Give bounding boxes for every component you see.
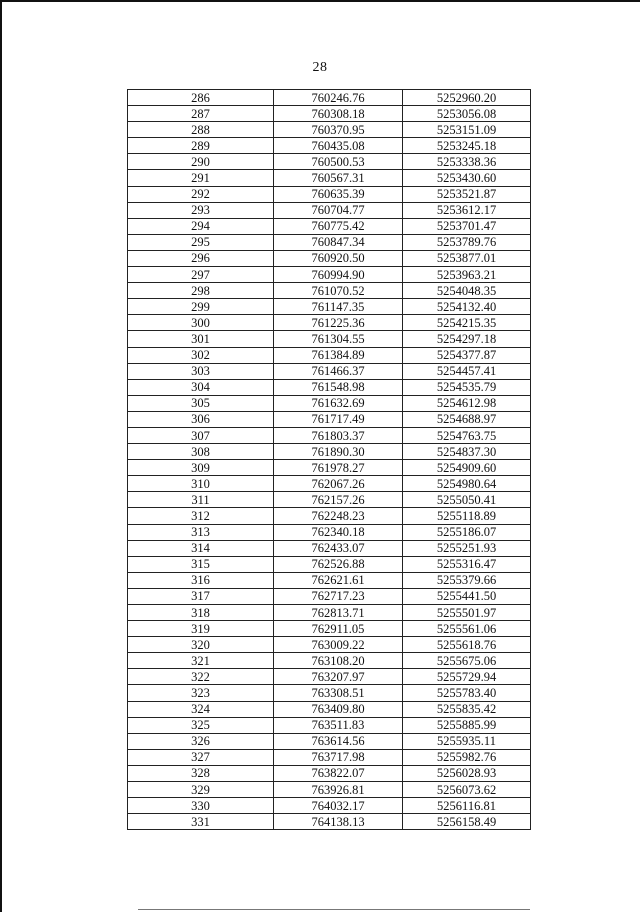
point-number-cell: 311 (128, 492, 274, 508)
x-coordinate-cell: 760775.42 (274, 218, 403, 234)
x-coordinate-cell: 760704.77 (274, 202, 403, 218)
table-row (128, 814, 531, 830)
x-coordinate-cell: 763614.56 (274, 733, 403, 749)
y-coordinate-cell: 5253151.09 (403, 122, 531, 138)
y-coordinate-cell: 5254688.97 (403, 411, 531, 427)
y-coordinate-cell: 5253701.47 (403, 218, 531, 234)
y-coordinate-cell: 5252960.20 (403, 90, 531, 106)
x-coordinate-cell: 760994.90 (274, 267, 403, 283)
point-number-cell: 295 (128, 234, 274, 250)
table-row (128, 427, 531, 443)
point-number-cell: 305 (128, 395, 274, 411)
table-row (128, 90, 531, 106)
y-coordinate-cell: 5253245.18 (403, 138, 531, 154)
x-coordinate-cell: 762340.18 (274, 524, 403, 540)
point-number-cell: 310 (128, 476, 274, 492)
y-coordinate-cell: 5255675.06 (403, 653, 531, 669)
table-row (128, 363, 531, 379)
table-row (128, 444, 531, 460)
x-coordinate-cell: 763009.22 (274, 637, 403, 653)
x-coordinate-cell: 761147.35 (274, 299, 403, 315)
x-coordinate-cell: 762813.71 (274, 605, 403, 621)
x-coordinate-cell: 761384.89 (274, 347, 403, 363)
y-coordinate-cell: 5256028.93 (403, 765, 531, 781)
y-coordinate-cell: 5254215.35 (403, 315, 531, 331)
x-coordinate-cell: 761978.27 (274, 460, 403, 476)
table-row (128, 798, 531, 814)
table-row (128, 460, 531, 476)
y-coordinate-cell: 5255618.76 (403, 637, 531, 653)
point-number-cell: 308 (128, 444, 274, 460)
point-number-cell: 288 (128, 122, 274, 138)
point-number-cell: 298 (128, 283, 274, 299)
x-coordinate-cell: 763717.98 (274, 749, 403, 765)
point-number-cell: 319 (128, 621, 274, 637)
point-number-cell: 293 (128, 202, 274, 218)
point-number-cell: 317 (128, 588, 274, 604)
y-coordinate-cell: 5254457.41 (403, 363, 531, 379)
point-number-cell: 306 (128, 411, 274, 427)
y-coordinate-cell: 5255561.06 (403, 621, 531, 637)
point-number-cell: 292 (128, 186, 274, 202)
point-number-cell: 300 (128, 315, 274, 331)
point-number-cell: 322 (128, 669, 274, 685)
point-number-cell: 312 (128, 508, 274, 524)
y-coordinate-cell: 5256116.81 (403, 798, 531, 814)
x-coordinate-cell: 762433.07 (274, 540, 403, 556)
x-coordinate-cell: 760567.31 (274, 170, 403, 186)
y-coordinate-cell: 5255316.47 (403, 556, 531, 572)
y-coordinate-cell: 5253521.87 (403, 186, 531, 202)
bottom-rule (138, 909, 530, 910)
x-coordinate-cell: 760500.53 (274, 154, 403, 170)
y-coordinate-cell: 5255835.42 (403, 701, 531, 717)
point-number-cell: 327 (128, 749, 274, 765)
x-coordinate-cell: 763308.51 (274, 685, 403, 701)
y-coordinate-cell: 5255441.50 (403, 588, 531, 604)
y-coordinate-cell: 5255885.99 (403, 717, 531, 733)
point-number-cell: 329 (128, 782, 274, 798)
point-number-cell: 302 (128, 347, 274, 363)
point-number-cell: 321 (128, 653, 274, 669)
point-number-cell: 313 (128, 524, 274, 540)
table-row (128, 540, 531, 556)
table-row (128, 138, 531, 154)
y-coordinate-cell: 5254297.18 (403, 331, 531, 347)
page-number: 28 (312, 60, 328, 75)
table-row (128, 347, 531, 363)
table-row (128, 556, 531, 572)
x-coordinate-cell: 761548.98 (274, 379, 403, 395)
table-row (128, 283, 531, 299)
x-coordinate-cell: 762067.26 (274, 476, 403, 492)
point-number-cell: 299 (128, 299, 274, 315)
table-row (128, 186, 531, 202)
x-coordinate-cell: 761717.49 (274, 411, 403, 427)
point-number-cell: 301 (128, 331, 274, 347)
x-coordinate-cell: 762717.23 (274, 588, 403, 604)
point-number-cell: 316 (128, 572, 274, 588)
point-number-cell: 323 (128, 685, 274, 701)
table-row (128, 701, 531, 717)
y-coordinate-cell: 5253963.21 (403, 267, 531, 283)
x-coordinate-cell: 764138.13 (274, 814, 403, 830)
table-row (128, 218, 531, 234)
y-coordinate-cell: 5255729.94 (403, 669, 531, 685)
y-coordinate-cell: 5255935.11 (403, 733, 531, 749)
x-coordinate-cell: 762248.23 (274, 508, 403, 524)
y-coordinate-cell: 5254132.40 (403, 299, 531, 315)
point-number-cell: 297 (128, 267, 274, 283)
y-coordinate-cell: 5254909.60 (403, 460, 531, 476)
point-number-cell: 303 (128, 363, 274, 379)
y-coordinate-cell: 5253789.76 (403, 234, 531, 250)
table-row (128, 395, 531, 411)
x-coordinate-cell: 763409.80 (274, 701, 403, 717)
table-row (128, 106, 531, 122)
table-row (128, 508, 531, 524)
point-number-cell: 315 (128, 556, 274, 572)
table-row (128, 170, 531, 186)
table-row (128, 154, 531, 170)
table-row (128, 572, 531, 588)
point-number-cell: 328 (128, 765, 274, 781)
x-coordinate-cell: 761070.52 (274, 283, 403, 299)
y-coordinate-cell: 5253338.36 (403, 154, 531, 170)
y-coordinate-cell: 5255379.66 (403, 572, 531, 588)
point-number-cell: 330 (128, 798, 274, 814)
table-row (128, 733, 531, 749)
y-coordinate-cell: 5254612.98 (403, 395, 531, 411)
x-coordinate-cell: 762157.26 (274, 492, 403, 508)
table-row (128, 250, 531, 266)
coordinates-table (127, 89, 531, 830)
y-coordinate-cell: 5253612.17 (403, 202, 531, 218)
x-coordinate-cell: 761890.30 (274, 444, 403, 460)
table-row (128, 765, 531, 781)
table-row (128, 621, 531, 637)
x-coordinate-cell: 760635.39 (274, 186, 403, 202)
x-coordinate-cell: 761225.36 (274, 315, 403, 331)
point-number-cell: 307 (128, 427, 274, 443)
x-coordinate-cell: 762911.05 (274, 621, 403, 637)
table-row (128, 331, 531, 347)
y-coordinate-cell: 5254763.75 (403, 427, 531, 443)
y-coordinate-cell: 5255118.89 (403, 508, 531, 524)
point-number-cell: 309 (128, 460, 274, 476)
table-row (128, 476, 531, 492)
table-row (128, 411, 531, 427)
x-coordinate-cell: 760920.50 (274, 250, 403, 266)
y-coordinate-cell: 5253877.01 (403, 250, 531, 266)
table-row (128, 267, 531, 283)
table-row (128, 717, 531, 733)
point-number-cell: 289 (128, 138, 274, 154)
x-coordinate-cell: 761304.55 (274, 331, 403, 347)
table-row (128, 605, 531, 621)
point-number-cell: 294 (128, 218, 274, 234)
table-row (128, 122, 531, 138)
x-coordinate-cell: 760308.18 (274, 106, 403, 122)
x-coordinate-cell: 763926.81 (274, 782, 403, 798)
table-row (128, 299, 531, 315)
y-coordinate-cell: 5255501.97 (403, 605, 531, 621)
table-row (128, 749, 531, 765)
y-coordinate-cell: 5254980.64 (403, 476, 531, 492)
table-row (128, 782, 531, 798)
x-coordinate-cell: 762621.61 (274, 572, 403, 588)
table-row (128, 685, 531, 701)
x-coordinate-cell: 763511.83 (274, 717, 403, 733)
point-number-cell: 326 (128, 733, 274, 749)
y-coordinate-cell: 5255186.07 (403, 524, 531, 540)
y-coordinate-cell: 5253056.08 (403, 106, 531, 122)
table-row (128, 234, 531, 250)
y-coordinate-cell: 5253430.60 (403, 170, 531, 186)
y-coordinate-cell: 5255783.40 (403, 685, 531, 701)
y-coordinate-cell: 5256073.62 (403, 782, 531, 798)
y-coordinate-cell: 5255982.76 (403, 749, 531, 765)
y-coordinate-cell: 5255050.41 (403, 492, 531, 508)
coordinates-table-body (128, 90, 531, 830)
x-coordinate-cell: 761466.37 (274, 363, 403, 379)
table-row (128, 202, 531, 218)
y-coordinate-cell: 5254837.30 (403, 444, 531, 460)
x-coordinate-cell: 763207.97 (274, 669, 403, 685)
table-row (128, 379, 531, 395)
point-number-cell: 325 (128, 717, 274, 733)
x-coordinate-cell: 763822.07 (274, 765, 403, 781)
x-coordinate-cell: 760370.95 (274, 122, 403, 138)
y-coordinate-cell: 5255251.93 (403, 540, 531, 556)
point-number-cell: 290 (128, 154, 274, 170)
x-coordinate-cell: 761632.69 (274, 395, 403, 411)
point-number-cell: 324 (128, 701, 274, 717)
point-number-cell: 320 (128, 637, 274, 653)
x-coordinate-cell: 764032.17 (274, 798, 403, 814)
table-row (128, 637, 531, 653)
point-number-cell: 286 (128, 90, 274, 106)
y-coordinate-cell: 5254535.79 (403, 379, 531, 395)
table-row (128, 669, 531, 685)
x-coordinate-cell: 760847.34 (274, 234, 403, 250)
point-number-cell: 314 (128, 540, 274, 556)
point-number-cell: 304 (128, 379, 274, 395)
table-row (128, 315, 531, 331)
point-number-cell: 331 (128, 814, 274, 830)
y-coordinate-cell: 5254377.87 (403, 347, 531, 363)
x-coordinate-cell: 762526.88 (274, 556, 403, 572)
table-row (128, 588, 531, 604)
x-coordinate-cell: 760435.08 (274, 138, 403, 154)
table-row (128, 524, 531, 540)
x-coordinate-cell: 761803.37 (274, 427, 403, 443)
x-coordinate-cell: 763108.20 (274, 653, 403, 669)
point-number-cell: 287 (128, 106, 274, 122)
point-number-cell: 318 (128, 605, 274, 621)
point-number-cell: 296 (128, 250, 274, 266)
table-row (128, 492, 531, 508)
y-coordinate-cell: 5254048.35 (403, 283, 531, 299)
y-coordinate-cell: 5256158.49 (403, 814, 531, 830)
table-row (128, 653, 531, 669)
x-coordinate-cell: 760246.76 (274, 90, 403, 106)
point-number-cell: 291 (128, 170, 274, 186)
